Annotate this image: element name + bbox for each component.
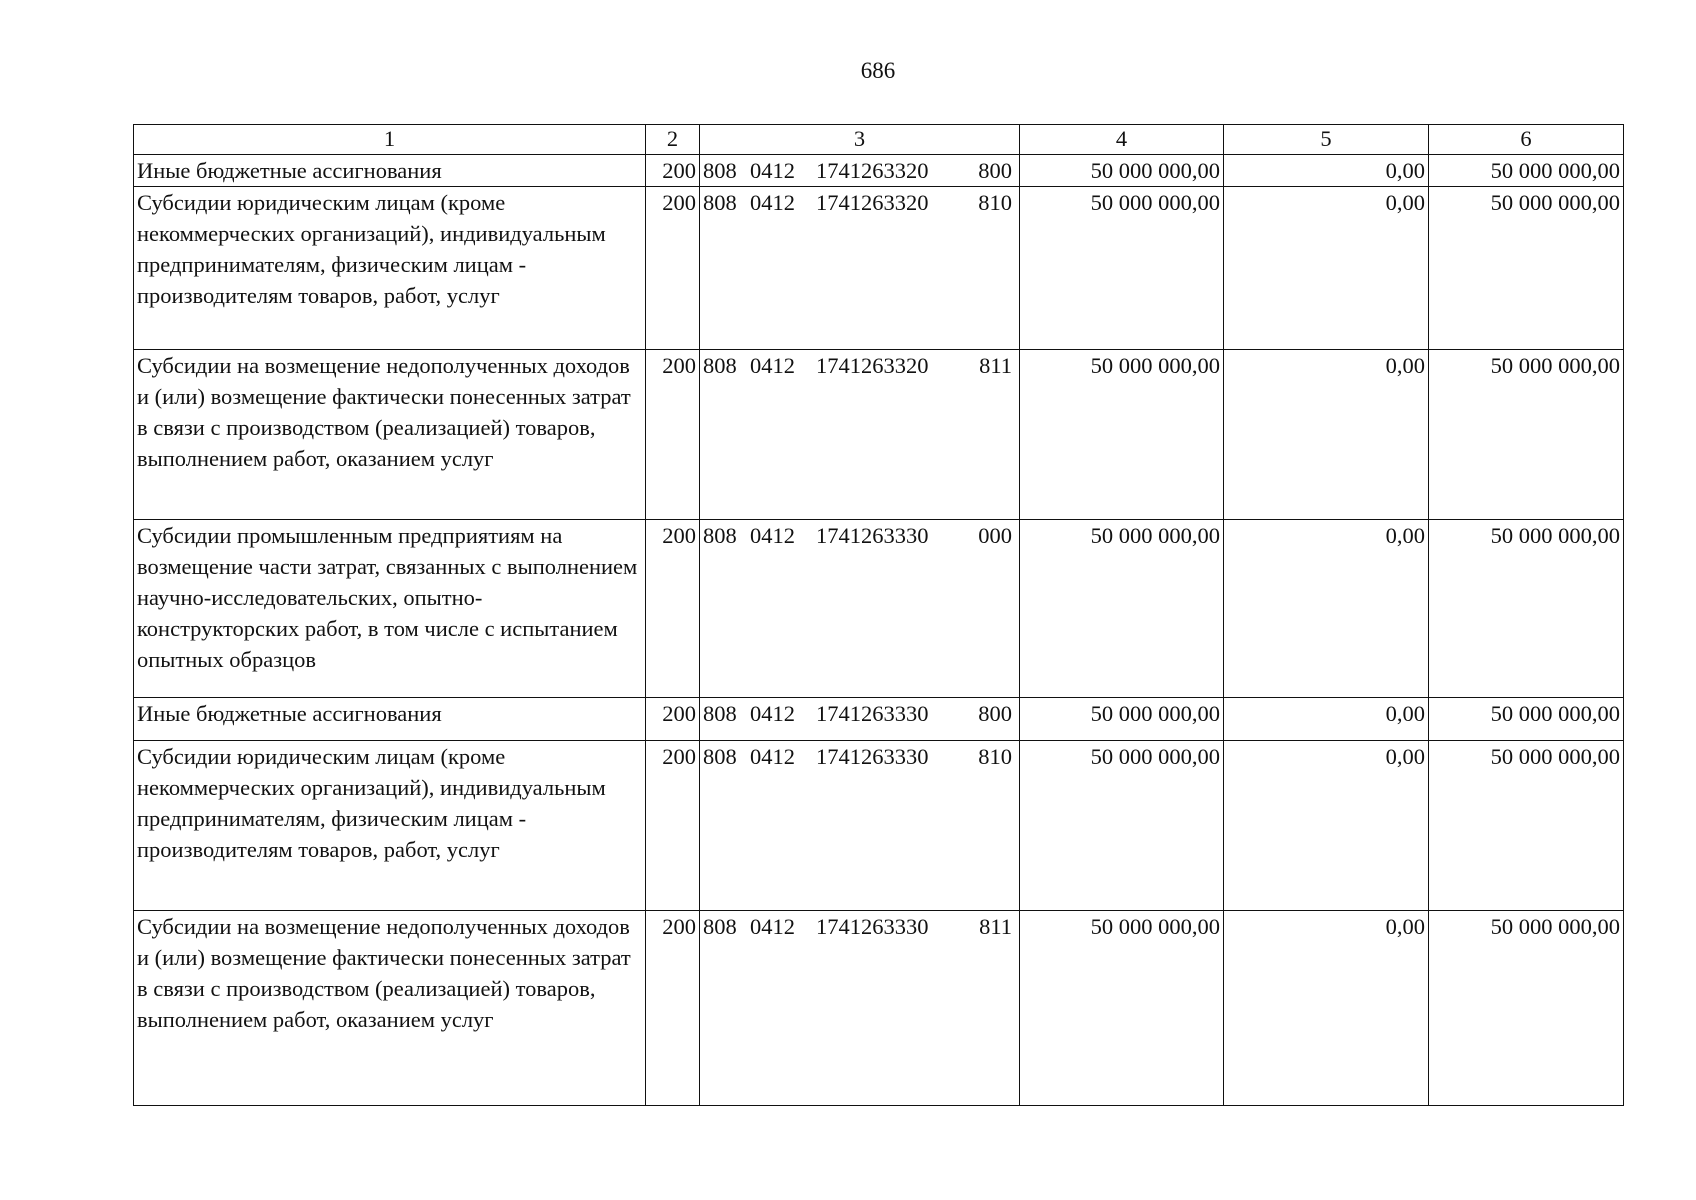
row-col2-cell: 200	[646, 155, 700, 187]
row-name-cell: Субсидии промышленным предприятиям на возмещение части затрат, связанных с выполнением научно-исследовательских, опытно-конструкторских работ, в том числе с испытанием опытных образцов	[134, 520, 646, 698]
row-code-cell	[700, 698, 1020, 741]
header-col-3: 3	[700, 125, 1020, 155]
header-col-6: 6	[1429, 125, 1624, 155]
row-col5-cell: 0,00	[1224, 698, 1429, 741]
row-col6-cell: 50 000 000,00	[1429, 155, 1624, 187]
header-col-2: 2	[646, 125, 700, 155]
code-rz: 0412	[750, 190, 795, 215]
row-col5-cell: 0,00	[1224, 350, 1429, 520]
row-col4-cell: 50 000 000,00	[1020, 911, 1224, 1106]
code-rz: 0412	[750, 914, 795, 939]
row-col4-cell: 50 000 000,00	[1020, 520, 1224, 698]
table-row	[134, 350, 1624, 520]
row-col4-cell: 50 000 000,00	[1020, 187, 1224, 350]
page-number: 686	[860, 58, 896, 83]
header-row	[134, 125, 1624, 155]
table-row	[134, 741, 1624, 911]
row-col4-cell: 50 000 000,00	[1020, 741, 1224, 911]
code-vr: 000	[978, 523, 1012, 548]
row-code-cell	[700, 911, 1020, 1106]
row-col5-cell: 0,00	[1224, 741, 1429, 911]
code-vr: 811	[979, 914, 1012, 939]
row-code-cell	[700, 155, 1020, 187]
code-csr: 1741263320	[816, 353, 929, 378]
code-vr: 810	[978, 190, 1012, 215]
code-ved: 808	[703, 158, 737, 183]
row-name-cell: Субсидии на возмещение недополученных доходов и (или) возмещение фактически понесенных затрат в связи с производством (реализацией) товаров, выполнением работ, оказанием услуг	[134, 911, 646, 1106]
table-row	[134, 698, 1624, 741]
row-col5-cell: 0,00	[1224, 520, 1429, 698]
row-col6-cell: 50 000 000,00	[1429, 741, 1624, 911]
row-col2-cell: 200	[646, 520, 700, 698]
row-code-cell	[700, 741, 1020, 911]
row-col6-cell: 50 000 000,00	[1429, 187, 1624, 350]
row-code-cell	[700, 350, 1020, 520]
code-ved: 808	[703, 190, 737, 215]
code-ved: 808	[703, 353, 737, 378]
row-col2-cell: 200	[646, 911, 700, 1106]
code-csr: 1741263330	[816, 914, 929, 939]
header-col-1: 1	[134, 125, 646, 155]
code-csr: 1741263320	[816, 158, 929, 183]
code-csr: 1741263320	[816, 190, 929, 215]
header-col-5: 5	[1224, 125, 1429, 155]
row-name-cell: Субсидии на возмещение недополученных доходов и (или) возмещение фактически понесенных затрат в связи с производством (реализацией) товаров, выполнением работ, оказанием услуг	[134, 350, 646, 520]
row-col2-cell: 200	[646, 350, 700, 520]
row-name-cell: Иные бюджетные ассигнования	[134, 155, 646, 187]
row-col5-cell: 0,00	[1224, 187, 1429, 350]
row-name-cell: Иные бюджетные ассигнования	[134, 698, 646, 741]
table-row	[134, 520, 1624, 698]
row-name-cell: Субсидии юридическим лицам (кроме некоммерческих организаций), индивидуальным предпринимателям, физическим лицам - производителям товаров, работ, услуг	[134, 187, 646, 350]
budget-table	[133, 124, 1624, 1106]
row-col5-cell: 0,00	[1224, 155, 1429, 187]
code-vr: 800	[978, 158, 1012, 183]
row-col4-cell: 50 000 000,00	[1020, 698, 1224, 741]
code-ved: 808	[703, 701, 737, 726]
row-col2-cell: 200	[646, 187, 700, 350]
row-col6-cell: 50 000 000,00	[1429, 520, 1624, 698]
table-row	[134, 911, 1624, 1106]
row-col2-cell: 200	[646, 741, 700, 911]
code-csr: 1741263330	[816, 523, 929, 548]
code-csr: 1741263330	[816, 701, 929, 726]
row-col4-cell: 50 000 000,00	[1020, 350, 1224, 520]
code-rz: 0412	[750, 744, 795, 769]
code-rz: 0412	[750, 158, 795, 183]
code-rz: 0412	[750, 353, 795, 378]
row-col6-cell: 50 000 000,00	[1429, 698, 1624, 741]
code-vr: 800	[978, 701, 1012, 726]
table-row	[134, 155, 1624, 187]
row-col6-cell: 50 000 000,00	[1429, 350, 1624, 520]
code-csr: 1741263330	[816, 744, 929, 769]
row-name-cell: Субсидии юридическим лицам (кроме некоммерческих организаций), индивидуальным предпринимателям, физическим лицам - производителям товаров, работ, услуг	[134, 741, 646, 911]
table-row	[134, 187, 1624, 350]
row-col2-cell: 200	[646, 698, 700, 741]
row-col6-cell: 50 000 000,00	[1429, 911, 1624, 1106]
row-code-cell	[700, 520, 1020, 698]
row-col4-cell: 50 000 000,00	[1020, 155, 1224, 187]
row-col5-cell: 0,00	[1224, 911, 1429, 1106]
code-rz: 0412	[750, 701, 795, 726]
code-rz: 0412	[750, 523, 795, 548]
header-col-4: 4	[1020, 125, 1224, 155]
code-ved: 808	[703, 523, 737, 548]
row-code-cell	[700, 187, 1020, 350]
code-ved: 808	[703, 914, 737, 939]
code-ved: 808	[703, 744, 737, 769]
code-vr: 810	[978, 744, 1012, 769]
code-vr: 811	[979, 353, 1012, 378]
